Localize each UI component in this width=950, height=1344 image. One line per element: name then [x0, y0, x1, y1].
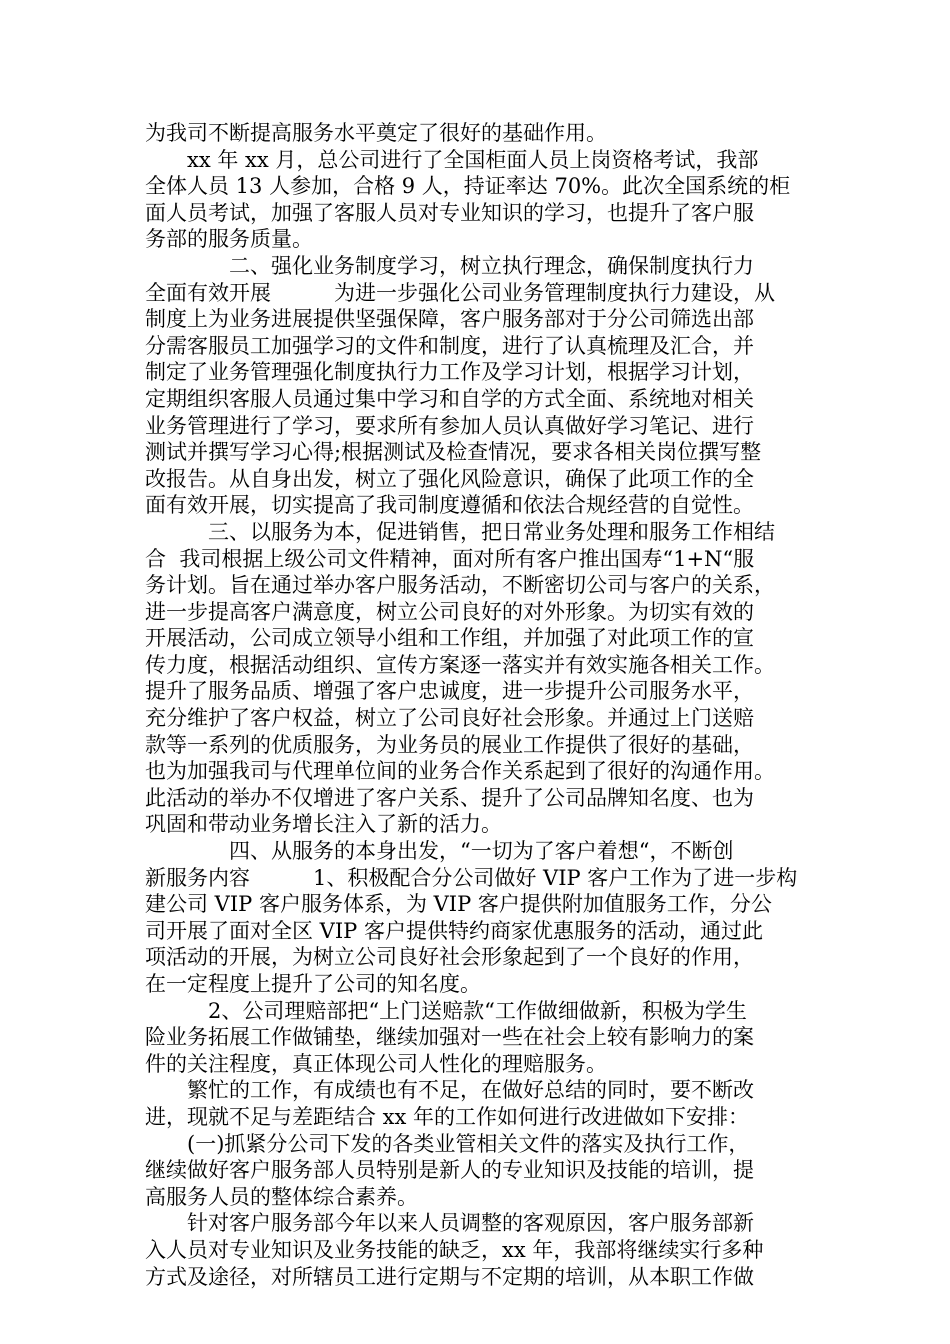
text-line: 务部的服务质量。 — [145, 227, 313, 252]
text-line: 繁忙的工作，有成绩也有不足，在做好总结的同时，要不断改 — [145, 1078, 754, 1103]
section-heading-line: 三、以服务为本，促进销售，把日常业务处理和服务工作相结 — [145, 519, 775, 544]
text-line: (一)抓紧分公司下发的各类业管相关文件的落实及执行工作， — [145, 1131, 750, 1156]
text-line: 司开展了面对全区 VIP 客户提供特约商家优惠服务的活动，通过此 — [145, 918, 763, 943]
text-line: 为我司不断提高服务水平奠定了很好的基础作用。 — [145, 121, 607, 145]
text-line: 新服务内容 1、积极配合分公司做好 VIP 客户工作为了进一步构 — [145, 865, 798, 890]
section-heading-line: 四、从服务的本身出发，“一切为了客户着想“，不断创 — [145, 839, 734, 864]
text-line: 全面有效开展 为进一步强化公司业务管理制度执行力建设，从 — [145, 280, 775, 305]
text-line: 继续做好客户服务部人员特别是新人的专业知识及技能的培训，提 — [145, 1158, 754, 1183]
text-line: 业务管理进行了学习，要求所有参加人员认真做好学习笔记、进行 — [145, 413, 754, 438]
text-line: 2、公司理赔部把“上门送赔款“工作做细做新，积极为学生 — [145, 998, 747, 1023]
text-line: 面有效开展，切实提高了我司制度遵循和依法合规经营的自觉性。 — [145, 493, 754, 518]
text-line: 全体人员 13 人参加，合格 9 人，持证率达 70%。此次全国系统的柜 — [145, 174, 791, 199]
text-line: 进，现就不足与差距结合 xx 年的工作如何进行改进做如下安排： — [145, 1104, 750, 1129]
document-body — [145, 120, 825, 1290]
text-line: 传力度，根据活动组织、宣传方案逐一落实并有效实施各相关工作。 — [145, 652, 775, 677]
text-line: 合 我司根据上级公司文件精神，面对所有客户推出国寿“1+N“服 — [145, 546, 755, 571]
text-line: 险业务拓展工作做铺垫，继续加强对一些在社会上较有影响力的案 — [145, 1025, 754, 1050]
text-line: 充分维护了客户权益，树立了公司良好社会形象。并通过上门送赔 — [145, 706, 754, 731]
text-line: 方式及途径，对所辖员工进行定期与不定期的培训，从本职工作做 — [145, 1264, 754, 1289]
text-line: 款等一系列的优质服务，为业务员的展业工作提供了很好的基础， — [145, 732, 754, 757]
text-line: 分需客服员工加强学习的文件和制度，进行了认真梳理及汇合，并 — [145, 333, 754, 358]
text-line: 开展活动，公司成立领导小组和工作组，并加强了对此项工作的宣 — [145, 626, 754, 651]
text-line: 建公司 VIP 客户服务体系，为 VIP 客户提供附加值服务工作，分公 — [145, 892, 772, 917]
text-line: 件的关注程度，真正体现公司人性化的理赔服务。 — [145, 1051, 607, 1076]
text-line: 测试并撰写学习心得;根据测试及检查情况，要求各相关岗位撰写整 — [145, 440, 762, 465]
text-line: 制定了业务管理强化制度执行力工作及学习计划，根据学习计划， — [145, 360, 754, 385]
text-line: 针对客户服务部今年以来人员调整的客观原因，客户服务部新 — [145, 1211, 754, 1236]
text-line: 提升了服务品质、增强了客户忠诚度，进一步提升公司服务水平， — [145, 679, 754, 704]
text-line: 面人员考试，加强了客服人员对专业知识的学习，也提升了客户服 — [145, 200, 754, 225]
text-line: 巩固和带动业务增长注入了新的活力。 — [145, 812, 502, 837]
text-line: 定期组织客服人员通过集中学习和自学的方式全面、系统地对相关 — [145, 386, 754, 411]
text-line: 制度上为业务进展提供坚强保障，客户服务部对于分公司筛选出部 — [145, 307, 754, 332]
text-line: 务计划。旨在通过举办客户服务活动，不断密切公司与客户的关系， — [145, 573, 775, 598]
text-line: 项活动的开展，为树立公司良好社会形象起到了一个良好的作用， — [145, 945, 754, 970]
text-line: 此活动的举办不仅增进了客户关系、提升了公司品牌知名度、也为 — [145, 785, 754, 810]
text-line: 改报告。从自身出发，树立了强化风险意识，确保了此项工作的全 — [145, 466, 754, 491]
text-line: xx 年 xx 月，总公司进行了全国柜面人员上岗资格考试，我部 — [145, 147, 759, 172]
text-line: 也为加强我司与代理单位间的业务合作关系起到了很好的沟通作用。 — [145, 759, 775, 784]
section-heading-line: 二、强化业务制度学习，树立执行理念，确保制度执行力 — [145, 253, 754, 278]
text-line: 入人员对专业知识及业务技能的缺乏，xx 年，我部将继续实行多种 — [145, 1237, 764, 1262]
text-line: 在一定程度上提升了公司的知名度。 — [145, 972, 481, 996]
text-line: 进一步提高客户满意度，树立公司良好的对外形象。为切实有效的 — [145, 599, 754, 624]
text-line: 高服务人员的整体综合素养。 — [145, 1184, 418, 1209]
